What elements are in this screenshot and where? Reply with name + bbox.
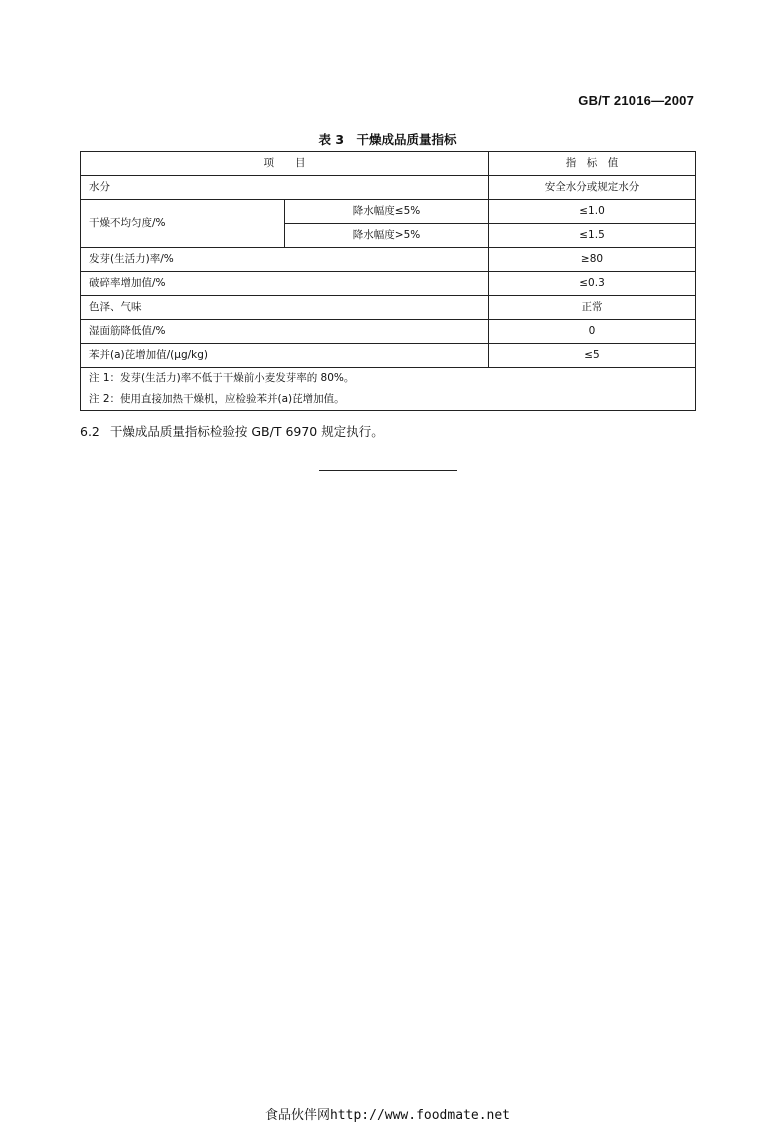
footer-watermark: 食品伙伴网http://www.foodmate.net	[264, 1108, 510, 1123]
value-cell: ≤1.0	[489, 200, 696, 224]
table-row	[81, 320, 696, 344]
table-row	[81, 200, 696, 224]
section-paragraph	[80, 422, 384, 440]
item-cell: 湿面筋降低值/%	[81, 320, 489, 344]
value-cell: 安全水分或规定水分	[489, 176, 696, 200]
table-note: 注 2：使用直接加热干燥机，应检验苯并(a)芘增加值。	[89, 393, 345, 405]
item-cell: 干燥不均匀度/%	[81, 200, 285, 248]
value-cell: 0	[489, 320, 696, 344]
sub-item-cell: 降水幅度≤5%	[285, 200, 489, 224]
table-notes-row	[81, 368, 696, 411]
value-cell: ≥80	[489, 248, 696, 272]
value-cell: ≤0.3	[489, 272, 696, 296]
value-cell: ≤5	[489, 344, 696, 368]
table-notes-cell	[81, 368, 696, 411]
table-header-row	[81, 152, 696, 176]
header-item-cell: 项 目	[81, 152, 489, 176]
table-row	[81, 272, 696, 296]
item-cell: 水分	[81, 176, 489, 200]
section-text: 干燥成品质量指标检验按 GB/T 6970 规定执行。	[109, 424, 384, 439]
item-cell: 色泽、气味	[81, 296, 489, 320]
table-row	[81, 296, 696, 320]
value-cell: ≤1.5	[489, 224, 696, 248]
item-cell: 苯并(a)芘增加值/(μg/kg)	[81, 344, 489, 368]
standard-code: GB/T 21016—2007	[578, 93, 694, 108]
table-row	[81, 344, 696, 368]
item-cell: 发芽(生活力)率/%	[81, 248, 489, 272]
table-row	[81, 176, 696, 200]
table-note: 注 1：发芽(生活力)率不低于干燥前小麦发芽率的 80%。	[89, 372, 355, 384]
section-number: 6.2	[80, 424, 100, 439]
header-value-cell: 指 标 值	[489, 152, 696, 176]
value-cell: 正常	[489, 296, 696, 320]
table-caption: 表 3 干燥成品质量指标	[318, 132, 457, 147]
item-cell: 破碎率增加值/%	[81, 272, 489, 296]
end-rule-divider	[319, 470, 457, 471]
quality-indicator-table	[80, 151, 696, 411]
sub-item-cell: 降水幅度>5%	[285, 224, 489, 248]
table-row	[81, 248, 696, 272]
